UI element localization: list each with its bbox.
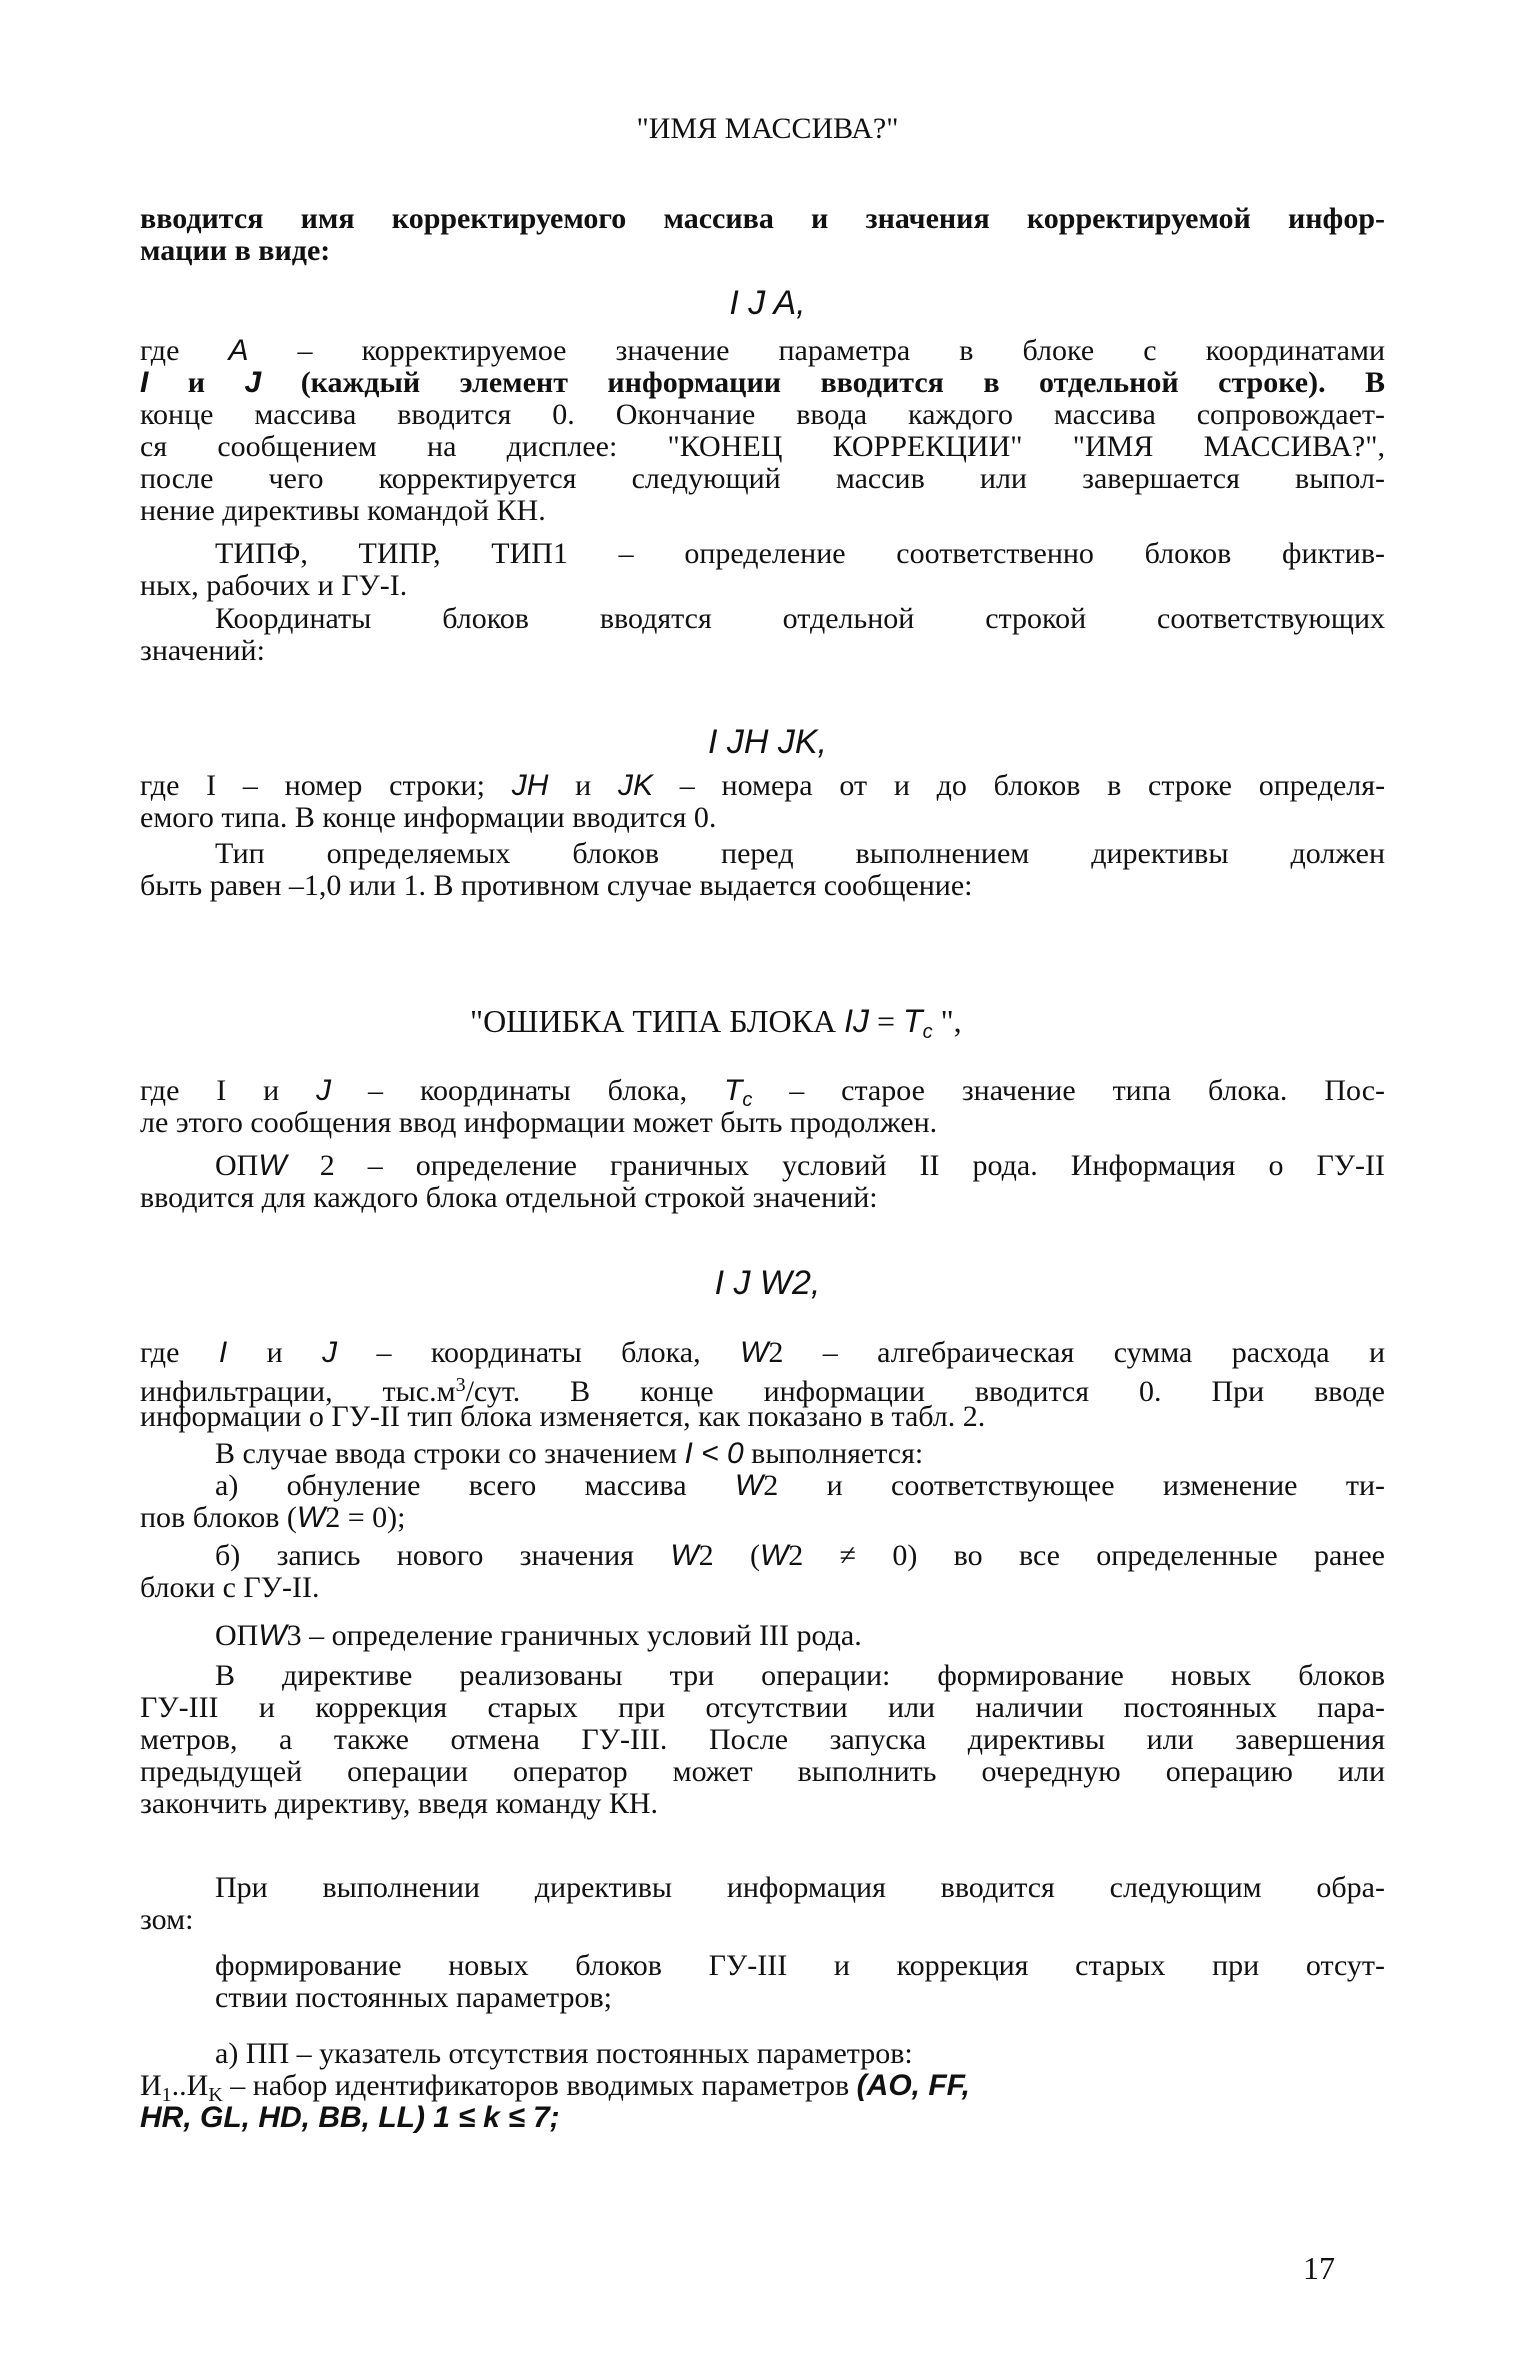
text-line: где I – номер строки; JH и JK – номера от и до блоков в строке определя- [140,769,1386,802]
text-line: конце массива вводится 0. Окончание ввода каждого массива сопровождает- [140,398,1385,431]
var-w: W [258,1619,287,1652]
text-line: ТИПФ, ТИПР, ТИП1 – определение соответственно блоков фиктив- [215,537,1385,570]
text-line: формирование новых блоков ГУ-III и коррекция старых при отсут- [215,1949,1385,1982]
var-i: I [218,1336,228,1369]
text-line: после чего корректируется следующий массив или завершается выпол- [140,462,1385,495]
text-line: б) запись нового значения W2 (W2 ≠ 0) во все определенные ранее [215,1539,1385,1572]
text-line: закончить директиву, введя команду КН. [140,1787,659,1820]
parameter-ids-continued: HR, GL, HD, BB, LL) 1 ≤ k ≤ 7; [140,2101,560,2134]
var-j: J [316,1074,332,1107]
formula-ijhjk: I JH JK, [707,723,828,761]
var-w: W [670,1539,699,1572]
text-line: В директиве реализованы три операции: формирование новых блоков [215,1659,1385,1692]
text-line: инфильтрации, $тыс.м^3$/сут. В конце информации вводится 0. При вводе [140,1374,1385,1408]
text-line: мации в виде: [140,234,331,267]
text-line: Координаты блоков вводятся отдельной строкой соответствующих [215,602,1385,635]
text-line: В случае ввода строки со значением I < 0 выполняется: [215,1437,924,1470]
text-line: емого типа. В конце информации вводится 0. [140,801,717,834]
page-number: 17 [1303,2250,1335,2286]
var-w: W [740,1336,769,1369]
text-line: где I и J – координаты блока, $T_c$ – старое значение типа блока. Пос- [140,1074,1386,1111]
var-j: J [322,1336,338,1369]
text-line: где A – корректируемое значение параметра в блоке с координатами [140,334,1385,367]
var-i: I [140,366,149,399]
var-j: J [244,366,262,399]
text-line: информации о ГУ-II тип блока изменяется, как показано в табл. 2. [140,1400,986,1433]
var-a: A [228,334,249,367]
var-w: W [734,1469,764,1502]
parameter-ids: (AO, FF, [856,2069,970,2102]
var-jh: JH [511,769,549,802]
text-line: где I и J – координаты блока, W2 – алгебраическая сумма расхода и [140,1336,1386,1369]
text-line: $И_1..И_K$ – набор идентификаторов вводимых параметров (AO, FF, [140,2069,970,2106]
var-tc: $T_c$ [724,1074,753,1111]
var-ij: IJ [844,1003,869,1039]
var-jk: JK [617,769,653,802]
text-line: значений: [140,634,265,667]
text-line: ствии постоянных параметров; [215,1981,612,2014]
text-line: метров, а также отмена ГУ-III. После запуска директивы или завершения [140,1723,1385,1756]
text-line: предыдущей операции оператор может выполнить очередную операцию или [140,1755,1385,1788]
text-line: При выполнении директивы информация вводится следующим обра- [215,1871,1385,1904]
array-name-heading: "ИМЯ МАССИВА?" [636,112,899,145]
text-line: ных, рабочих и ГУ-I. [140,569,408,602]
text-line: а) ПП – указатель отсутствия постоянных параметров: [215,2037,913,2070]
text-line: зом: [140,1903,194,1936]
formula-ijw2: I J W2, [714,1264,821,1302]
text-line: вводится для каждого блока отдельной строкой значений: [140,1181,878,1214]
text-line: ле этого сообщения ввод информации может быть продолжен. [140,1106,938,1139]
text-line: блоки с ГУ-II. [140,1571,320,1604]
error-message: "ОШИБКА ТИПА БЛОКА IJ = $T_c$ ", [470,1003,962,1043]
text-line: нение директивы командой КН. [140,494,546,527]
var-tc: $T_c$ [903,1003,933,1043]
text-line: ГУ-III и коррекция старых при отсутствии или наличии постоянных пара- [140,1691,1385,1724]
var-w: W [296,1501,326,1534]
text-line: ОПW3 – определение граничных условий III рода. [215,1619,862,1652]
text-line: Тип определяемых блоков перед выполнением директивы должен [215,837,1385,870]
condition-i-less-zero: I < 0 [684,1437,744,1470]
text-line: вводится имя корректируемого массива и значения корректируемой инфор- [140,202,1385,235]
text-line: ОПW 2 – определение граничных условий II рода. Информация о ГУ-II [215,1149,1386,1182]
text-line: ся сообщением на дисплее: "КОНЕЦ КОРРЕКЦИИ" "ИМЯ МАССИВА?", [140,430,1385,463]
formula-ija: I J A, [729,284,806,322]
text-line: быть равен –1,0 или 1. В противном случае выдается сообщение: [140,869,973,902]
text-line: I и J (каждый элемент информации вводится в отдельной строке). В [140,366,1386,399]
var-w: W [759,1539,789,1572]
text-line: а) обнуление всего массива W2 и соответствующее изменение ти- [215,1469,1386,1502]
var-w: W [258,1149,287,1182]
text-line: пов блоков (W2 = 0); [140,1501,406,1534]
